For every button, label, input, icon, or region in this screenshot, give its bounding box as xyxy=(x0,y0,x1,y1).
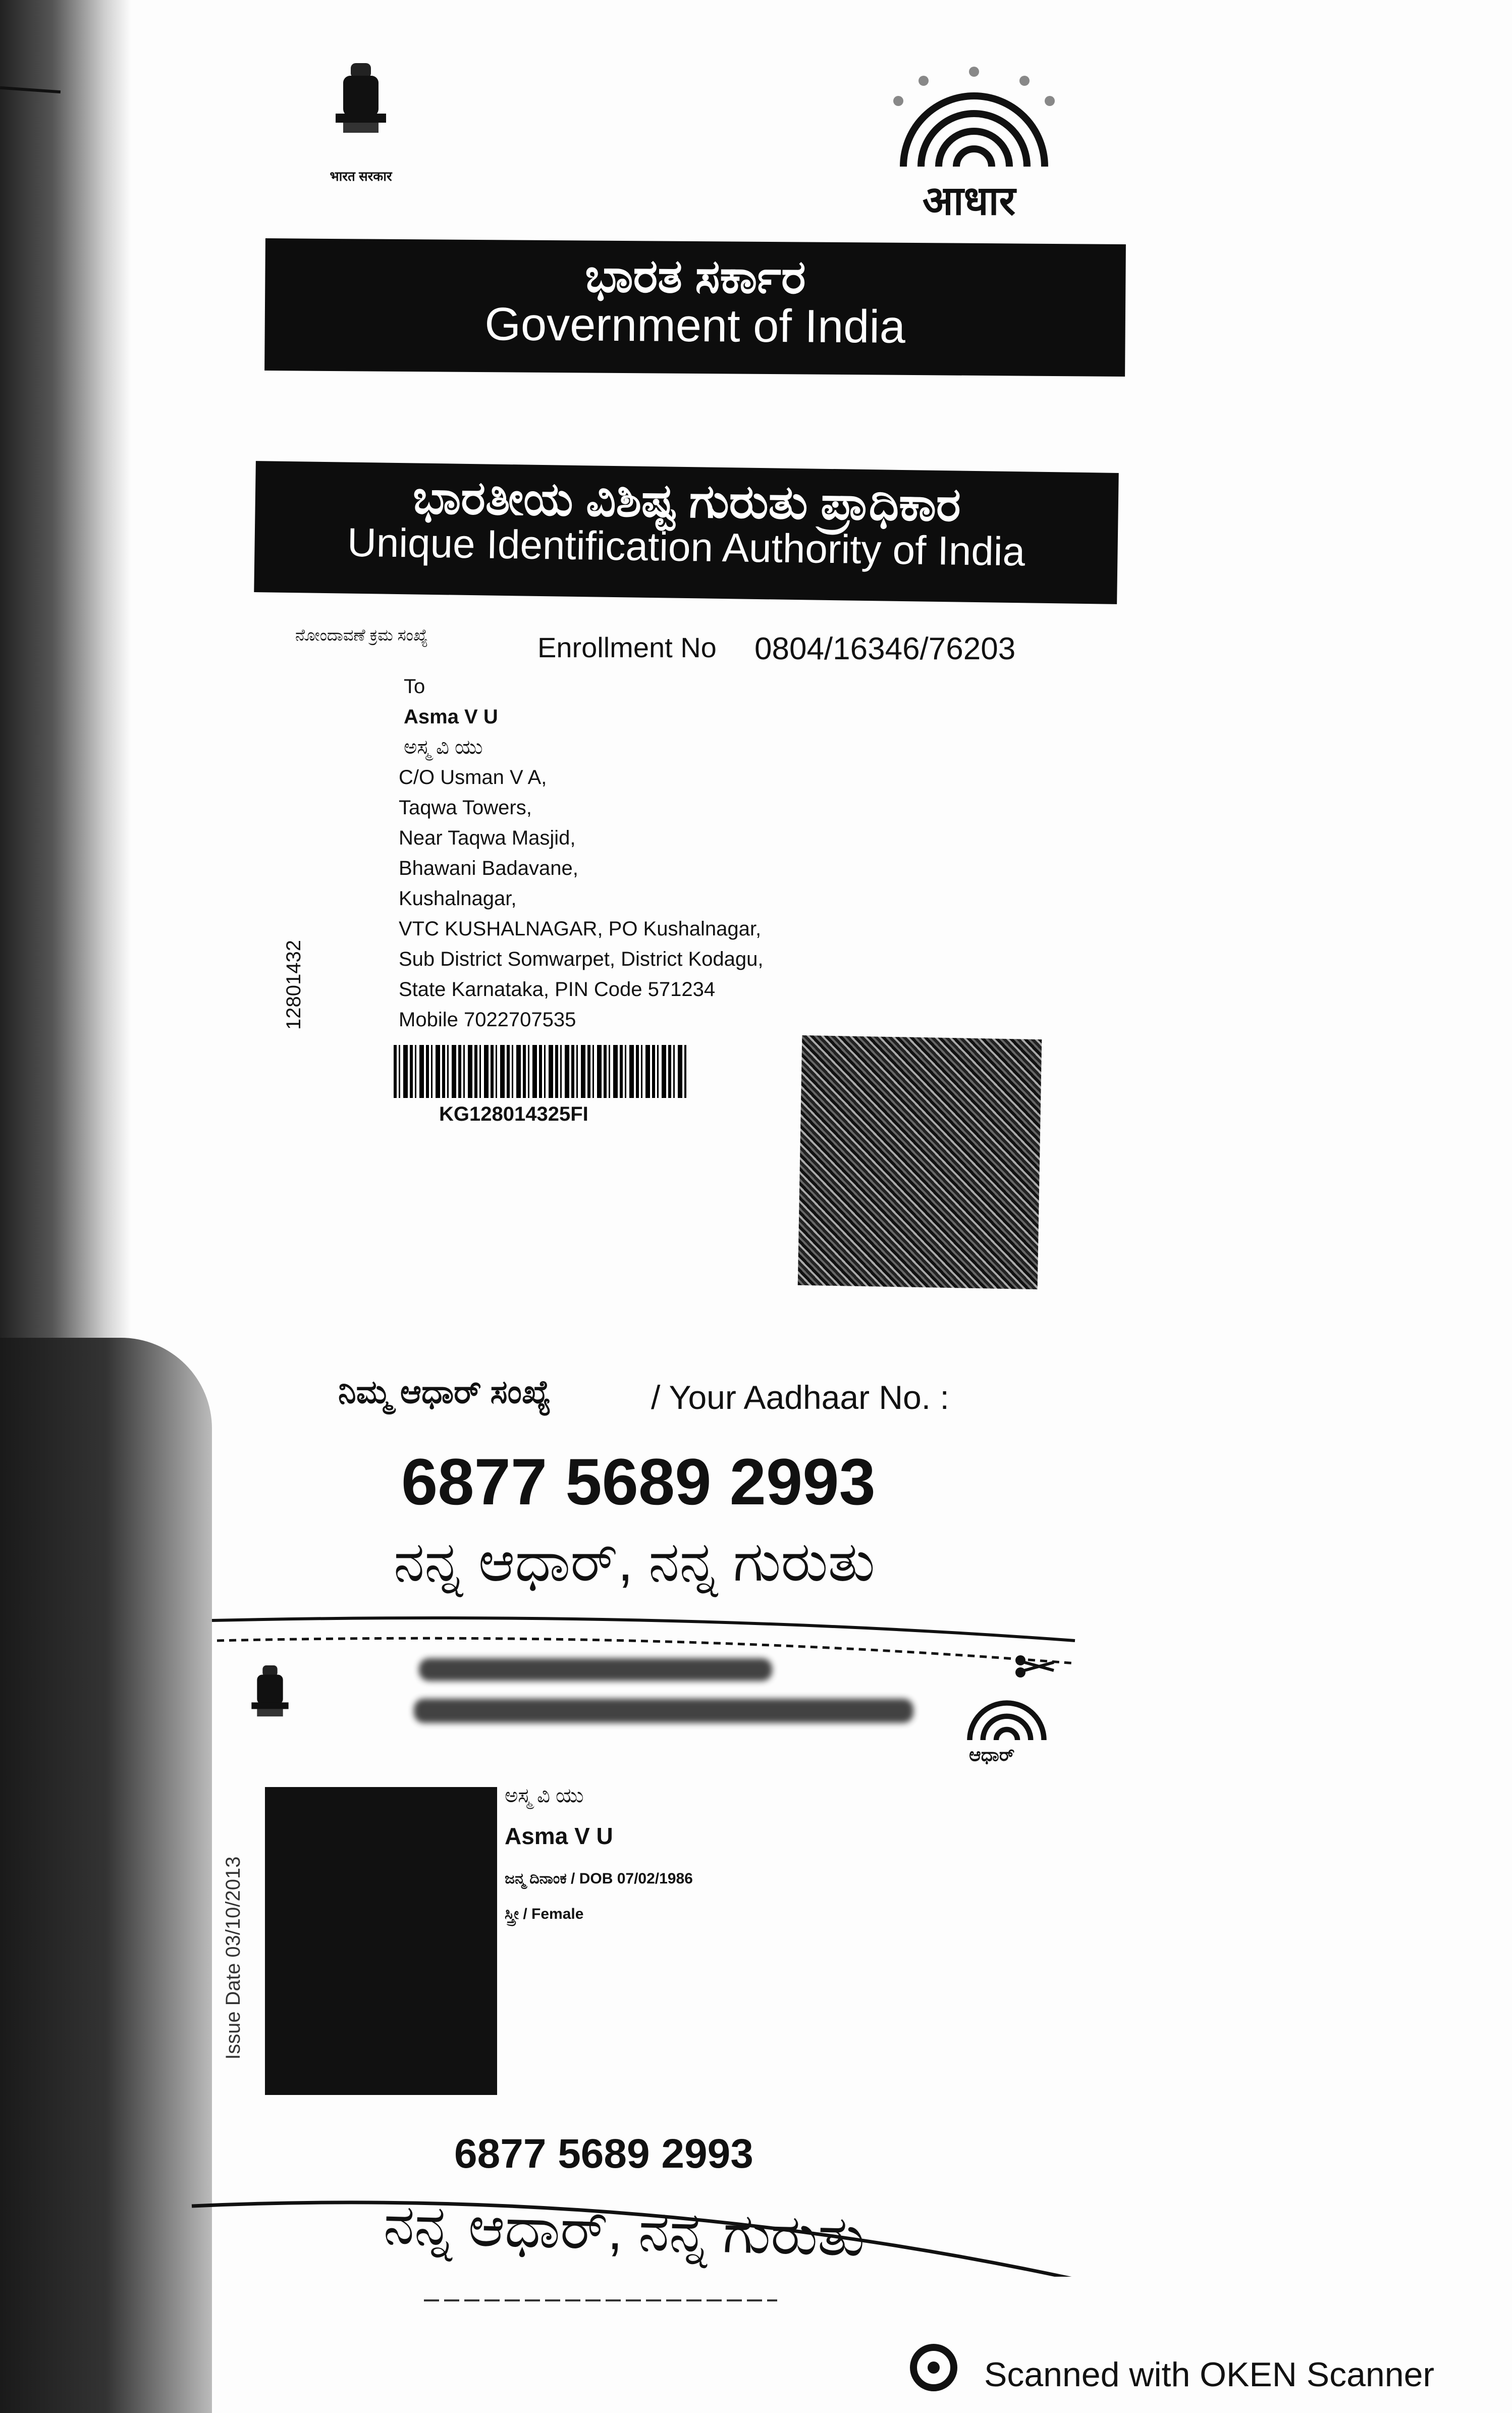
uidai-banner xyxy=(254,461,1118,604)
your-aadhaar-label-kannada: ನಿಮ್ಮ ಆಧಾರ್ ಸಂಖ್ಯೆ xyxy=(338,1374,551,1410)
address-name: Asma V U xyxy=(404,706,498,728)
uidai-banner-kannada: ಭಾರತೀಯ ವಿಶಿಷ್ಟ ಗುರುತು ಪ್ರಾಧಿಕಾರ xyxy=(412,471,961,531)
card-aadhaar-number: 6877 5689 2993 xyxy=(454,2131,753,2177)
card-name-kannada: ಅಸ್ಮ ವಿ ಯು xyxy=(505,1785,584,1807)
government-banner-kannada: ಭಾರತ ಸರ್ಕಾರ xyxy=(584,250,806,303)
address-line: VTC KUSHALNAGAR, PO Kushalnagar, xyxy=(399,918,762,940)
aadhaar-logo-icon xyxy=(873,66,1075,187)
your-aadhaar-label: / Your Aadhaar No. : xyxy=(651,1379,949,1416)
issue-date: Issue Date 03/10/2013 xyxy=(222,1856,244,2060)
card-gender: ಸ್ತ್ರೀ / Female xyxy=(505,1906,584,1922)
address-line: State Karnataka, PIN Code 571234 xyxy=(399,978,716,1001)
scissors-icon xyxy=(1014,1653,1055,1678)
uidai-banner-english: Unique Identification Authority of India xyxy=(347,519,1025,574)
address-line: Bhawani Badavane, xyxy=(399,857,578,879)
hand-shadow xyxy=(0,1338,212,2413)
address-to: To xyxy=(404,675,425,698)
government-banner xyxy=(264,238,1126,377)
redacted-header-2 xyxy=(414,1699,913,1723)
aadhaar-number: 6877 5689 2993 xyxy=(401,1445,876,1518)
address-name-kannada: ಅಸ್ಮ ವಿ ಯು xyxy=(404,736,483,758)
emblem-caption: भारत सरकार xyxy=(330,169,392,184)
photo xyxy=(265,1787,497,2095)
address-line: C/O Usman V A, xyxy=(399,766,547,789)
address-line: Mobile 7022707535 xyxy=(399,1009,576,1031)
scanner-logo-icon xyxy=(908,2342,959,2393)
address-line: Taqwa Towers, xyxy=(399,797,532,819)
qr-code xyxy=(798,1035,1042,1289)
card-name: Asma V U xyxy=(505,1823,613,1849)
side-number: 12801432 xyxy=(283,940,305,1030)
address-line: Near Taqwa Masjid, xyxy=(399,827,576,849)
ashoka-emblem-icon xyxy=(323,61,399,156)
card-dob: ಜನ್ಮ ದಿನಾಂಕ / DOB 07/02/1986 xyxy=(505,1870,693,1887)
government-banner-english: Government of India xyxy=(484,298,906,353)
address-line: Sub District Somwarpet, District Kodagu, xyxy=(399,948,764,970)
card-aadhaar-logo-text: ಆಧಾರ್ xyxy=(969,1744,1015,1765)
enrollment-label-kannada: ನೋಂದಾವಣೆ ಕ್ರಮ ಸಂಖ್ಯೆ xyxy=(295,626,428,644)
address-lines xyxy=(399,762,903,1035)
aadhaar-tagline: ನನ್ನ ಆಧಾರ್, ನನ್ನ ಗುರುತು xyxy=(394,1531,875,1593)
scanner-watermark: Scanned with OKEN Scanner xyxy=(984,2355,1435,2394)
aadhaar-logo-text: आधार xyxy=(922,178,1016,223)
enrollment-number: 0804/16346/76203 xyxy=(754,632,1016,666)
address-line: Kushalnagar, xyxy=(399,887,517,910)
card-bottom-dash xyxy=(424,2299,777,2301)
barcode xyxy=(394,1045,686,1098)
card-tagline: ನನ್ನ ಆಧಾರ್, ನನ್ನ ಗುರುತು xyxy=(383,2193,866,2268)
enrollment-label: Enrollment No xyxy=(537,632,717,663)
barcode-text: KG128014325FI xyxy=(439,1103,588,1125)
card-emblem-icon xyxy=(242,1656,298,1742)
redacted-header-1 xyxy=(419,1658,772,1681)
